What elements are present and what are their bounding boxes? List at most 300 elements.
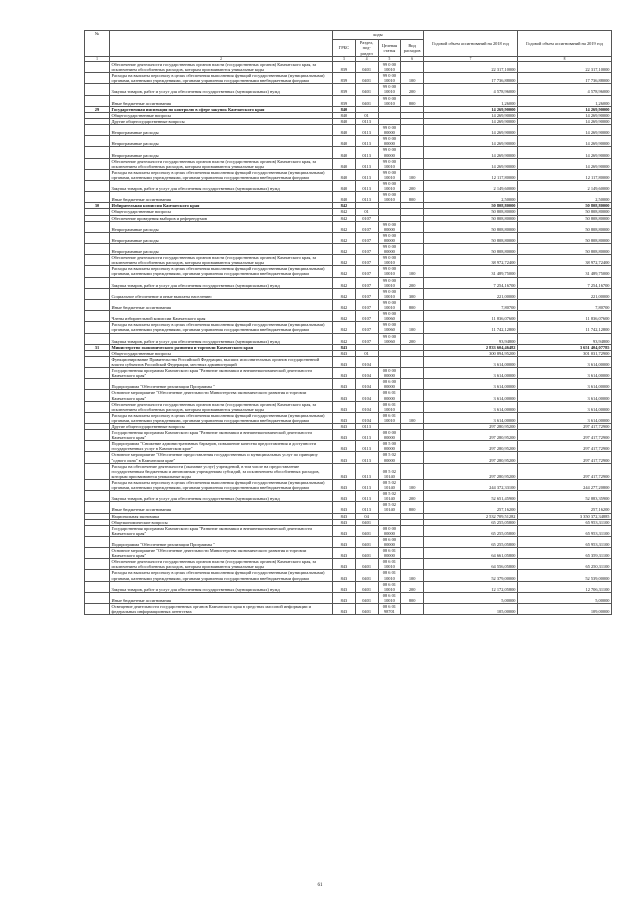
row-razdel-code: 01: [355, 112, 378, 118]
row-razdel-code: 0113: [355, 424, 378, 430]
col-index: 1: [85, 57, 110, 62]
row-razdel-code: 0107: [355, 215, 378, 221]
row-expense-type: [401, 452, 424, 463]
row-target-article: 99 0 00 10010: [378, 95, 401, 106]
row-amount-2018: 14 269,90000: [424, 136, 518, 147]
row-amount-2019: 14 269,90000: [518, 158, 612, 169]
row-expense-type: [401, 548, 424, 559]
row-amount-2019: 52 883,35900: [518, 491, 612, 502]
table-row: [85, 255, 612, 266]
row-amount-2018: 14 269,90000: [424, 106, 518, 112]
row-expense-type: [401, 463, 424, 479]
row-grbs-code: 843: [333, 463, 356, 479]
row-number: [85, 463, 110, 479]
row-amount-2018: 64 556,05800: [424, 559, 518, 570]
row-target-article: 99 0 00 10010: [378, 169, 401, 180]
row-amount-2018: 2 833 604,46482: [424, 344, 518, 350]
row-name: Расходы на выплаты персоналу в целях обеспечения выполнения функций государственными (муниципальными) органами, казенными учреждениями, органами управления государственными внебюджетными фондами: [110, 322, 333, 333]
row-amount-2019: 297 417,72900: [518, 463, 612, 479]
row-number: [85, 311, 110, 322]
row-amount-2019: 65 953,31100: [518, 525, 612, 536]
row-razdel-code: 0401: [355, 592, 378, 603]
row-grbs-code: 840: [333, 158, 356, 169]
row-number: [85, 479, 110, 490]
row-name: Обеспечение проведения выборов и референдумов: [110, 215, 333, 221]
row-expense-type: [401, 379, 424, 390]
row-amount-2018: 38 972,72400: [424, 255, 518, 266]
row-grbs-code: 840: [333, 106, 356, 112]
row-amount-2018: 14 269,90000: [424, 158, 518, 169]
row-razdel-code: 0401: [355, 536, 378, 547]
row-target-article: 08 6 01 10010: [378, 592, 401, 603]
row-number: [85, 379, 110, 390]
row-expense-type: 200: [401, 277, 424, 288]
row-amount-2019: 50 808,80000: [518, 209, 612, 215]
row-name: Иные бюджетные ассигнования: [110, 592, 333, 603]
col-index: 2: [110, 57, 333, 62]
row-expense-type: [401, 390, 424, 401]
row-name: Закупка товаров, работ и услуг для обеспечения государственных (муниципальных) нужд: [110, 333, 333, 344]
col-index: 4: [355, 57, 378, 62]
table-row: [85, 401, 612, 412]
row-expense-type: [401, 158, 424, 169]
row-grbs-code: 843: [333, 525, 356, 536]
row-expense-type: 200: [401, 581, 424, 592]
row-number: [85, 192, 110, 203]
row-name: Непрограммные расходы: [110, 147, 333, 158]
header-year-2019: Годовой объем ассигнований на 2019 год: [518, 31, 612, 57]
row-expense-type: [401, 559, 424, 570]
row-amount-2019: 14 269,90000: [518, 112, 612, 118]
row-target-article: 08 6 01 00000: [378, 548, 401, 559]
row-target-article: 08 0 00 00000: [378, 430, 401, 441]
row-amount-2019: 3 614,00000: [518, 368, 612, 379]
row-amount-2019: 65 953,31100: [518, 519, 612, 525]
row-target-article: 08 0 00 00000: [378, 368, 401, 379]
row-amount-2019: 2 149,60000: [518, 180, 612, 191]
row-amount-2019: 297 417,72900: [518, 452, 612, 463]
row-number: 30: [85, 203, 110, 209]
row-target-article: 08 5 02 10140: [378, 491, 401, 502]
row-number: [85, 430, 110, 441]
row-amount-2019: 244 277,20800: [518, 479, 612, 490]
row-amount-2018: 65 255,05800: [424, 525, 518, 536]
row-amount-2019: 65 359,31100: [518, 548, 612, 559]
row-amount-2019: 109,00000: [518, 604, 612, 615]
row-target-article: 08 6 01 00000: [378, 390, 401, 401]
row-amount-2018: 52 379,00000: [424, 570, 518, 581]
row-grbs-code: 840: [333, 136, 356, 147]
row-target-article: 99 0 00 10060: [378, 322, 401, 333]
row-number: [85, 570, 110, 581]
row-grbs-code: 842: [333, 277, 356, 288]
row-amount-2018: 50 808,80000: [424, 232, 518, 243]
row-razdel-code: 0107: [355, 299, 378, 310]
row-amount-2018: 17 736,88000: [424, 73, 518, 84]
row-amount-2018: 5,00000: [424, 592, 518, 603]
row-amount-2019: 22 317,10000: [518, 62, 612, 73]
row-number: [85, 221, 110, 232]
row-amount-2018: 14 269,90000: [424, 125, 518, 136]
row-amount-2018: 11 742,12800: [424, 322, 518, 333]
row-target-article: 08 5 02 10140: [378, 479, 401, 490]
row-grbs-code: 843: [333, 350, 356, 356]
row-name: Основное мероприятие "Обеспечение предоставления государственных и муниципальных услуг по принципу "одного окна" в Камчатском крае": [110, 452, 333, 463]
row-expense-type: 800: [401, 192, 424, 203]
row-name: Избирательная комиссия Камчатского края: [110, 203, 333, 209]
row-target-article: 08 6 01 10010: [378, 559, 401, 570]
row-expense-type: 100: [401, 73, 424, 84]
table-row: [85, 333, 612, 344]
row-name: Другие общегосударственные вопросы: [110, 424, 333, 430]
table-row: [85, 430, 612, 441]
row-razdel-code: 0113: [355, 169, 378, 180]
row-amount-2019: 11 836,07600: [518, 311, 612, 322]
table-row: [85, 322, 612, 333]
table-row: [85, 368, 612, 379]
table-row: [85, 491, 612, 502]
table-row: [85, 192, 612, 203]
row-amount-2018: 300 894,95200: [424, 350, 518, 356]
row-amount-2019: 65 250,31100: [518, 559, 612, 570]
row-razdel-code: 0113: [355, 192, 378, 203]
row-expense-type: 800: [401, 592, 424, 603]
row-grbs-code: 840: [333, 112, 356, 118]
row-amount-2018: 31 489,75000: [424, 266, 518, 277]
row-name: Общегосударственные вопросы: [110, 112, 333, 118]
row-name: Расходы на выплаты персоналу в целях обеспечения выполнения функций государственными (муниципальными) органами, казенными учреждениями, органами управления государственными внебюджетными фондами: [110, 169, 333, 180]
row-grbs-code: 839: [333, 84, 356, 95]
col-index: 8: [518, 57, 612, 62]
row-target-article: 99 0 00 10010: [378, 288, 401, 299]
row-number: [85, 147, 110, 158]
row-target-article: 08 6 01 10010: [378, 412, 401, 423]
row-amount-2018: 50 808,80000: [424, 215, 518, 221]
row-amount-2019: 50 808,80000: [518, 244, 612, 255]
row-amount-2019: 3 614,00000: [518, 412, 612, 423]
row-grbs-code: 839: [333, 62, 356, 73]
table-row: [85, 559, 612, 570]
row-grbs-code: 842: [333, 244, 356, 255]
row-number: [85, 255, 110, 266]
row-name: Обеспечение деятельности государственных органов власти (государственных органов) Камчатского края, за исключением обособленных расходов, которым присваиваются уникальные коды: [110, 401, 333, 412]
row-amount-2019: 52 539,00000: [518, 570, 612, 581]
budget-table-page: [84, 30, 612, 615]
row-expense-type: 800: [401, 95, 424, 106]
row-amount-2018: 14 269,90000: [424, 147, 518, 158]
row-grbs-code: 843: [333, 604, 356, 615]
col-index: 5: [378, 57, 401, 62]
row-razdel-code: 0401: [355, 519, 378, 525]
row-amount-2018: 297 280,95200: [424, 452, 518, 463]
row-name: Иные бюджетные ассигнования: [110, 95, 333, 106]
row-amount-2019: 11 742,12800: [518, 322, 612, 333]
row-amount-2019: 50 808,80000: [518, 203, 612, 209]
row-name: Иные бюджетные ассигнования: [110, 192, 333, 203]
table-row: [85, 452, 612, 463]
row-razdel-code: 0113: [355, 452, 378, 463]
row-razdel-code: 01: [355, 209, 378, 215]
row-amount-2018: 221,00000: [424, 288, 518, 299]
row-razdel-code: 0401: [355, 559, 378, 570]
row-number: [85, 412, 110, 423]
row-target-article: 99 0 00 10010: [378, 266, 401, 277]
row-grbs-code: 843: [333, 548, 356, 559]
row-name: Основное мероприятие "Обеспечение деятельности Министерства экономического развития и торговли Камчатского края": [110, 390, 333, 401]
row-razdel-code: 0401: [355, 604, 378, 615]
row-name: Расходы на выплаты персоналу в целях обеспечения выполнения функций государственными (муниципальными) органами, казенными учреждениями, органами управления государственными внебюджетными фондами: [110, 266, 333, 277]
row-grbs-code: 842: [333, 266, 356, 277]
row-amount-2019: 12 706,31100: [518, 581, 612, 592]
row-grbs-code: 842: [333, 203, 356, 209]
row-razdel-code: 0401: [355, 570, 378, 581]
row-number: [85, 390, 110, 401]
row-number: [85, 368, 110, 379]
row-amount-2018: 50 808,80000: [424, 221, 518, 232]
table-row: [85, 147, 612, 158]
row-name: Иные бюджетные ассигнования: [110, 502, 333, 513]
table-row: [85, 266, 612, 277]
row-number: [85, 73, 110, 84]
row-name: Освещение деятельности государственных органов Камчатского края в средствах массовой информации и федеральных информационных агентствах: [110, 604, 333, 615]
header-name: [110, 31, 333, 57]
row-expense-type: [401, 244, 424, 255]
row-amount-2018: 3 614,00000: [424, 356, 518, 367]
row-razdel-code: 0104: [355, 356, 378, 367]
row-number: [85, 277, 110, 288]
row-number: 29: [85, 106, 110, 112]
row-amount-2018: 244 372,33100: [424, 479, 518, 490]
table-row: [85, 95, 612, 106]
row-name: Общегосударственные вопросы: [110, 350, 333, 356]
row-amount-2019: 3 651 404,07785: [518, 344, 612, 350]
row-grbs-code: 843: [333, 379, 356, 390]
row-razdel-code: 0107: [355, 288, 378, 299]
row-target-article: 99 0 00 10010: [378, 192, 401, 203]
row-razdel-code: 0113: [355, 441, 378, 452]
table-row: [85, 244, 612, 255]
row-expense-type: [401, 255, 424, 266]
row-amount-2018: 50 808,80000: [424, 203, 518, 209]
row-number: [85, 441, 110, 452]
row-expense-type: 800: [401, 502, 424, 513]
row-number: [85, 62, 110, 73]
row-grbs-code: 843: [333, 368, 356, 379]
row-number: [85, 125, 110, 136]
row-number: [85, 548, 110, 559]
row-razdel-code: 0401: [355, 62, 378, 73]
row-number: [85, 84, 110, 95]
row-razdel-code: 0104: [355, 401, 378, 412]
row-amount-2019: 50 808,80000: [518, 221, 612, 232]
row-target-article: 99 0 00 00000: [378, 244, 401, 255]
table-row: [85, 169, 612, 180]
row-number: [85, 401, 110, 412]
row-number: [85, 158, 110, 169]
table-row: [85, 73, 612, 84]
row-grbs-code: 843: [333, 401, 356, 412]
row-expense-type: [401, 604, 424, 615]
row-razdel-code: 01: [355, 350, 378, 356]
row-amount-2018: 12 172,05800: [424, 581, 518, 592]
row-number: [85, 581, 110, 592]
row-target-article: 08 6 01 98701: [378, 604, 401, 615]
row-grbs-code: 843: [333, 559, 356, 570]
row-name: Члены избирательной комиссии Камчатского края: [110, 311, 333, 322]
row-amount-2019: 3 614,00000: [518, 401, 612, 412]
table-row: [85, 180, 612, 191]
row-amount-2019: 7,80700: [518, 299, 612, 310]
row-grbs-code: 843: [333, 479, 356, 490]
row-amount-2019: 297 417,72900: [518, 430, 612, 441]
row-grbs-code: 842: [333, 288, 356, 299]
row-amount-2018: 50 808,80000: [424, 209, 518, 215]
row-razdel-code: 0401: [355, 84, 378, 95]
row-target-article: 08 6 01 10010: [378, 570, 401, 581]
row-number: [85, 169, 110, 180]
row-target-article: 08 6 00 00000: [378, 379, 401, 390]
row-name: Основное мероприятие "Обеспечение деятельности Министерства экономического развития и торговли Камчатского края": [110, 548, 333, 559]
row-amount-2019: 14 269,90000: [518, 106, 612, 112]
row-grbs-code: 843: [333, 513, 356, 519]
row-grbs-code: 840: [333, 180, 356, 191]
row-name: Подпрограмма "Обеспечение реализации Программы ": [110, 379, 333, 390]
row-razdel-code: 0113: [355, 118, 378, 124]
row-expense-type: [401, 125, 424, 136]
table-row: [85, 412, 612, 423]
row-target-article: 99 0 00 10010: [378, 180, 401, 191]
row-expense-type: [401, 62, 424, 73]
row-razdel-code: 0107: [355, 322, 378, 333]
row-name: Общегосударственные вопросы: [110, 209, 333, 215]
row-name: Подпрограмма "Снижение административных барьеров, повышение качества предоставления и доступности государственных услуг в Камчатском крае": [110, 441, 333, 452]
row-razdel-code: 0107: [355, 244, 378, 255]
row-name: Закупка товаров, работ и услуг для обеспечения государственных (муниципальных) нужд: [110, 180, 333, 191]
col-index: 6: [401, 57, 424, 62]
row-razdel-code: 0104: [355, 368, 378, 379]
row-amount-2019: 5,00000: [518, 592, 612, 603]
table-row: [85, 581, 612, 592]
row-name: Государственная инспекция по контролю в сфере закупок Камчатского края: [110, 106, 333, 112]
row-amount-2019: 7 254,16700: [518, 277, 612, 288]
row-number: [85, 180, 110, 191]
row-number: [85, 592, 110, 603]
row-amount-2018: 297 280,95200: [424, 424, 518, 430]
row-number: [85, 322, 110, 333]
row-amount-2019: 3 614,00000: [518, 379, 612, 390]
table-row: [85, 441, 612, 452]
row-target-article: 08 6 01 10010: [378, 401, 401, 412]
row-expense-type: [401, 147, 424, 158]
row-amount-2018: 4 578,96000: [424, 84, 518, 95]
row-razdel-code: 0113: [355, 147, 378, 158]
row-name: Расходы на выплаты персоналу в целях обеспечения выполнения функций государственными (муниципальными) органами, казенными учреждениями, органами управления государственными внебюджетными фондами: [110, 412, 333, 423]
row-grbs-code: 840: [333, 118, 356, 124]
table-row: [85, 379, 612, 390]
row-razdel-code: 0107: [355, 277, 378, 288]
row-grbs-code: 843: [333, 344, 356, 350]
row-amount-2019: 3 614,00000: [518, 356, 612, 367]
row-expense-type: 200: [401, 491, 424, 502]
row-grbs-code: 842: [333, 215, 356, 221]
row-amount-2018: 7,80700: [424, 299, 518, 310]
row-grbs-code: 843: [333, 356, 356, 367]
row-target-article: 99 0 00 10010: [378, 255, 401, 266]
row-amount-2019: 1,26000: [518, 95, 612, 106]
row-target-article: 08 6 01 10010: [378, 581, 401, 592]
row-amount-2018: 14 269,90000: [424, 118, 518, 124]
row-razdel-code: 0113: [355, 430, 378, 441]
row-number: 31: [85, 344, 110, 350]
header-expense-type: Вид расходов: [401, 40, 424, 57]
row-name: Расходы на обеспечение деятельности (оказание услуг) учреждений, в том числе на предоставление государственным бюджетным и автономным учреждениям субсидий, за исключением обособленных расходов, которым присваиваются уникальные коды: [110, 463, 333, 479]
row-amount-2019: 221,00000: [518, 288, 612, 299]
row-razdel-code: 0107: [355, 255, 378, 266]
row-target-article: 08 5 00 00000: [378, 441, 401, 452]
row-grbs-code: 843: [333, 592, 356, 603]
row-target-article: 99 0 00 00000: [378, 221, 401, 232]
table-row: [85, 232, 612, 243]
row-name: Непрограммные расходы: [110, 221, 333, 232]
row-grbs-code: 842: [333, 333, 356, 344]
budget-allocation-table: [84, 30, 612, 615]
row-grbs-code: 842: [333, 311, 356, 322]
row-target-article: 08 6 00 00000: [378, 536, 401, 547]
row-amount-2019: 14 269,90000: [518, 125, 612, 136]
row-razdel-code: 0107: [355, 311, 378, 322]
row-target-article: 99 0 00 10010: [378, 62, 401, 73]
row-name: Непрограммные расходы: [110, 125, 333, 136]
row-name: Министерство экономического развития и торговли Камчатского края: [110, 344, 333, 350]
row-grbs-code: 842: [333, 221, 356, 232]
row-name: Государственная программа Камчатского края "Развитие экономики и внешнеэкономической деятельности Камчатского края": [110, 430, 333, 441]
row-amount-2018: 297 280,95200: [424, 463, 518, 479]
row-grbs-code: 839: [333, 73, 356, 84]
row-razdel-code: 0401: [355, 95, 378, 106]
row-amount-2019: 4 578,96000: [518, 84, 612, 95]
table-row: [85, 62, 612, 73]
row-amount-2018: 3 614,00000: [424, 379, 518, 390]
row-expense-type: [401, 221, 424, 232]
table-row: [85, 536, 612, 547]
table-row: [85, 390, 612, 401]
row-target-article: [378, 356, 401, 367]
table-row: [85, 463, 612, 479]
row-expense-type: 800: [401, 299, 424, 310]
row-amount-2018: 297 280,95200: [424, 430, 518, 441]
row-amount-2018: 65 255,05800: [424, 519, 518, 525]
row-name: Обеспечение деятельности государственных органов власти (государственных органов) Камчатского края, за исключением обособленных расходов, которым присваиваются уникальные коды: [110, 158, 333, 169]
row-razdel-code: 04: [355, 513, 378, 519]
row-amount-2018: 50 808,80000: [424, 244, 518, 255]
row-number: [85, 299, 110, 310]
page-number: 61: [317, 883, 323, 888]
row-grbs-code: 842: [333, 322, 356, 333]
table-row: [85, 502, 612, 513]
row-name: Закупка товаров, работ и услуг для обеспечения государственных (муниципальных) нужд: [110, 581, 333, 592]
row-expense-type: [401, 368, 424, 379]
row-razdel-code: 0104: [355, 412, 378, 423]
table-row: [85, 221, 612, 232]
row-razdel-code: 0113: [355, 502, 378, 513]
row-target-article: 99 0 00 10060: [378, 311, 401, 322]
row-grbs-code: 843: [333, 441, 356, 452]
header-target-article: Целевая статья: [378, 40, 401, 57]
col-index: 7: [424, 57, 518, 62]
row-target-article: 99 0 00 10010: [378, 84, 401, 95]
row-razdel-code: 0107: [355, 221, 378, 232]
row-amount-2018: 3 614,00000: [424, 368, 518, 379]
